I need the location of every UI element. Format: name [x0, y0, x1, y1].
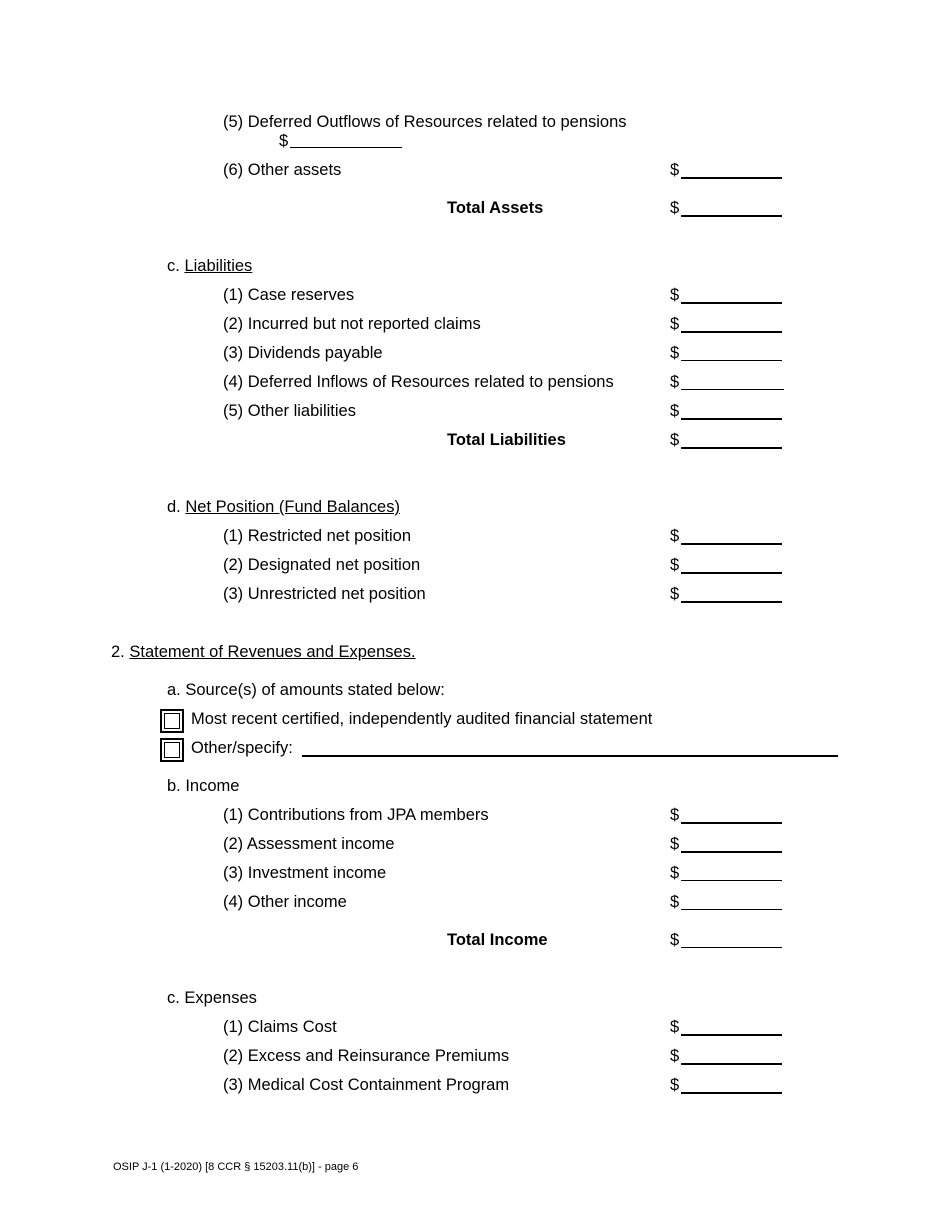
- net-position-title: Net Position (Fund Balances): [185, 498, 400, 516]
- liabilities-prefix: c.: [167, 257, 180, 275]
- ibnr-claims-field[interactable]: [681, 331, 782, 333]
- audited-statement-checkbox[interactable]: [160, 709, 184, 733]
- liability-item: (3) Dividends payable: [223, 344, 383, 362]
- liabilities-heading: [167, 256, 252, 276]
- other-specify-field[interactable]: [302, 755, 838, 757]
- liability-item: (2) Incurred but not reported claims: [223, 315, 481, 333]
- dollar-sign: $: [670, 806, 680, 824]
- dollar-sign: $: [670, 1047, 680, 1065]
- total-liabilities-label: Total Liabilities: [447, 431, 566, 449]
- medical-cost-containment-field[interactable]: [681, 1092, 782, 1094]
- dollar-sign: $: [670, 431, 680, 449]
- other-liabilities-field[interactable]: [681, 418, 782, 420]
- dollar-sign: $: [670, 835, 680, 853]
- dollar-sign: $: [670, 344, 680, 362]
- dollar-sign: $: [279, 132, 289, 150]
- total-income-field[interactable]: [681, 947, 782, 948]
- total-assets-field[interactable]: [681, 215, 782, 217]
- assets-item-5-label: (5) Deferred Outflows of Resources related to pensions: [223, 113, 627, 131]
- liability-item: (5) Other liabilities: [223, 402, 356, 420]
- case-reserves-field[interactable]: [681, 302, 782, 304]
- dollar-sign: $: [670, 402, 680, 420]
- designated-net-position-field[interactable]: [681, 572, 782, 574]
- expense-item: (3) Medical Cost Containment Program: [223, 1076, 510, 1094]
- net-position-item: (2) Designated net position: [223, 556, 421, 574]
- expense-item: (2) Excess and Reinsurance Premiums: [223, 1047, 510, 1065]
- dollar-sign: $: [670, 527, 680, 545]
- net-position-heading: [167, 497, 400, 517]
- other-income-field[interactable]: [681, 909, 782, 910]
- excess-reinsurance-field[interactable]: [681, 1063, 782, 1065]
- other-specify-label: Other/specify:: [191, 739, 293, 757]
- section-2-heading: [111, 642, 416, 662]
- net-position-prefix: d.: [167, 498, 181, 516]
- assets-item-6-label: (6) Other assets: [223, 161, 342, 179]
- dollar-sign: $: [670, 931, 680, 949]
- sources-heading: a. Source(s) of amounts stated below:: [167, 681, 445, 699]
- total-liabilities-field[interactable]: [681, 447, 782, 449]
- liability-item: (4) Deferred Inflows of Resources related to pensions: [223, 373, 614, 391]
- dividends-payable-field[interactable]: [681, 360, 782, 361]
- dollar-sign: $: [670, 315, 680, 333]
- dollar-sign: $: [670, 161, 680, 179]
- dollar-sign: $: [670, 1018, 680, 1036]
- income-item: (1) Contributions from JPA members: [223, 806, 489, 824]
- contributions-field[interactable]: [681, 822, 782, 824]
- dollar-sign: $: [670, 893, 680, 911]
- assets-item-5-field[interactable]: [290, 147, 402, 148]
- total-assets-label: Total Assets: [447, 199, 544, 217]
- expenses-heading: c. Expenses: [167, 989, 257, 1007]
- other-specify-checkbox[interactable]: [160, 738, 184, 762]
- dollar-sign: $: [670, 373, 680, 391]
- section-2-number: 2.: [111, 643, 125, 661]
- dollar-sign: $: [670, 286, 680, 304]
- dollar-sign: $: [670, 864, 680, 882]
- deferred-inflows-field[interactable]: [681, 389, 784, 390]
- dollar-sign: $: [670, 199, 680, 217]
- total-income-label: Total Income: [447, 931, 548, 949]
- investment-income-field[interactable]: [681, 880, 782, 881]
- unrestricted-net-position-field[interactable]: [681, 601, 782, 603]
- income-heading: b. Income: [167, 777, 240, 795]
- dollar-sign: $: [670, 585, 680, 603]
- assessment-income-field[interactable]: [681, 851, 782, 853]
- section-2-title: Statement of Revenues and Expenses.: [129, 643, 416, 661]
- net-position-item: (1) Restricted net position: [223, 527, 412, 545]
- page-footer: OSIP J-1 (1-2020) [8 CCR § 15203.11(b)] - page 6: [113, 1161, 359, 1173]
- claims-cost-field[interactable]: [681, 1034, 782, 1036]
- audited-statement-label: Most recent certified, independently audited financial statement: [191, 710, 653, 728]
- income-item: (4) Other income: [223, 893, 347, 911]
- assets-item-6-field[interactable]: [681, 177, 782, 179]
- income-item: (3) Investment income: [223, 864, 387, 882]
- income-item: (2) Assessment income: [223, 835, 395, 853]
- dollar-sign: $: [670, 1076, 680, 1094]
- liability-item: (1) Case reserves: [223, 286, 355, 304]
- expense-item: (1) Claims Cost: [223, 1018, 337, 1036]
- dollar-sign: $: [670, 556, 680, 574]
- liabilities-title: Liabilities: [184, 257, 253, 275]
- restricted-net-position-field[interactable]: [681, 543, 782, 545]
- net-position-item: (3) Unrestricted net position: [223, 585, 426, 603]
